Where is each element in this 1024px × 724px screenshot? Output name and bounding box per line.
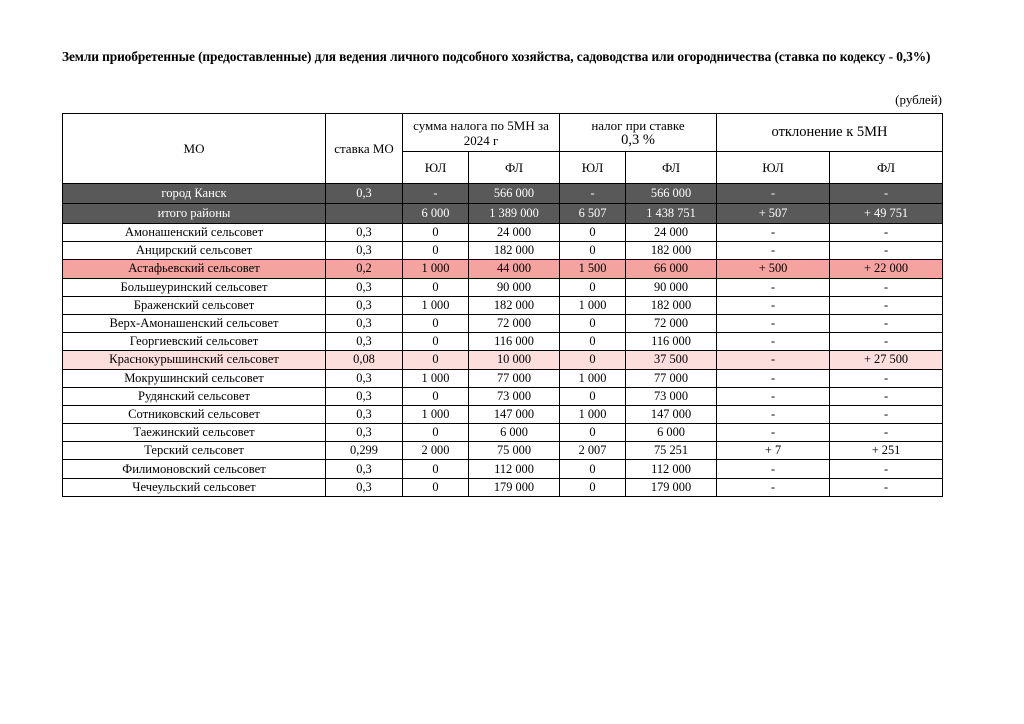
units-label: (рублей)	[895, 92, 942, 107]
cell-tax-ul: 0	[560, 224, 626, 242]
cell-dev-ul: -	[717, 184, 830, 204]
cell-sum-fl: 566 000	[469, 184, 560, 204]
column-header-tax-at-rate-value: 0,3 %	[621, 131, 655, 148]
cell-tax-fl: 72 000	[626, 314, 717, 332]
cell-sum-fl: 73 000	[469, 387, 560, 405]
cell-sum-fl: 147 000	[469, 405, 560, 423]
cell-tax-ul: 0	[560, 333, 626, 351]
cell-tax-fl: 116 000	[626, 333, 717, 351]
column-header-deviation: отклонение к 5МН	[717, 114, 943, 152]
cell-dev-ul: -	[717, 460, 830, 478]
cell-dev-ul: -	[717, 478, 830, 496]
column-header-tax-at-rate	[560, 114, 717, 152]
cell-rate: 0,3	[326, 478, 403, 496]
cell-dev-fl: -	[830, 460, 943, 478]
cell-tax-ul: 0	[560, 314, 626, 332]
cell-mo-name: Амонашенский сельсовет	[63, 224, 326, 242]
cell-mo-name: Филимоновский сельсовет	[63, 460, 326, 478]
cell-dev-ul: + 500	[717, 260, 830, 278]
cell-tax-ul: 1 500	[560, 260, 626, 278]
cell-dev-fl: -	[830, 224, 943, 242]
cell-tax-ul: 1 000	[560, 369, 626, 387]
cell-tax-fl: 179 000	[626, 478, 717, 496]
cell-dev-ul: + 507	[717, 204, 830, 224]
cell-sum-ul: 1 000	[403, 369, 469, 387]
table-row	[63, 314, 943, 332]
table-row	[63, 460, 943, 478]
cell-tax-fl: 37 500	[626, 351, 717, 369]
cell-tax-ul: 0	[560, 424, 626, 442]
cell-sum-fl: 179 000	[469, 478, 560, 496]
cell-dev-ul: + 7	[717, 442, 830, 460]
cell-tax-ul: 0	[560, 278, 626, 296]
cell-dev-ul: -	[717, 333, 830, 351]
cell-sum-ul: 6 000	[403, 204, 469, 224]
table-row	[63, 204, 943, 224]
cell-sum-ul: 0	[403, 333, 469, 351]
column-header-dev-fl: ФЛ	[830, 152, 943, 184]
cell-mo-name: Мокрушинский сельсовет	[63, 369, 326, 387]
cell-rate: 0,3	[326, 369, 403, 387]
cell-rate: 0,3	[326, 242, 403, 260]
cell-dev-ul: -	[717, 351, 830, 369]
table-row	[63, 405, 943, 423]
cell-mo-name: Анцирский сельсовет	[63, 242, 326, 260]
table-row	[63, 296, 943, 314]
cell-dev-ul: -	[717, 278, 830, 296]
cell-tax-ul: 0	[560, 387, 626, 405]
cell-dev-fl: + 49 751	[830, 204, 943, 224]
cell-tax-fl: 1 438 751	[626, 204, 717, 224]
cell-sum-ul: 0	[403, 387, 469, 405]
cell-tax-ul: 6 507	[560, 204, 626, 224]
cell-mo-name: Браженский сельсовет	[63, 296, 326, 314]
cell-sum-ul: 1 000	[403, 405, 469, 423]
cell-tax-ul: -	[560, 184, 626, 204]
cell-rate: 0,2	[326, 260, 403, 278]
cell-mo-name: итого районы	[63, 204, 326, 224]
table-row	[63, 278, 943, 296]
cell-sum-fl: 77 000	[469, 369, 560, 387]
cell-tax-fl: 90 000	[626, 278, 717, 296]
cell-rate	[326, 204, 403, 224]
cell-mo-name: Краснокурышинский сельсовет	[63, 351, 326, 369]
cell-sum-ul: 0	[403, 224, 469, 242]
cell-sum-fl: 90 000	[469, 278, 560, 296]
cell-sum-ul: 0	[403, 478, 469, 496]
cell-rate: 0,3	[326, 424, 403, 442]
cell-sum-fl: 24 000	[469, 224, 560, 242]
table-row	[63, 242, 943, 260]
column-header-sum-5mn: сумма налога по 5МН за 2024 г	[403, 114, 560, 152]
column-header-sum-ul: ЮЛ	[403, 152, 469, 184]
cell-dev-fl: -	[830, 296, 943, 314]
table-body	[63, 184, 943, 497]
cell-dev-ul: -	[717, 424, 830, 442]
cell-dev-ul: -	[717, 369, 830, 387]
cell-tax-fl: 66 000	[626, 260, 717, 278]
cell-dev-fl: -	[830, 424, 943, 442]
cell-tax-fl: 77 000	[626, 369, 717, 387]
cell-sum-ul: 0	[403, 460, 469, 478]
cell-rate: 0,3	[326, 387, 403, 405]
cell-tax-ul: 1 000	[560, 405, 626, 423]
cell-tax-fl: 112 000	[626, 460, 717, 478]
cell-sum-ul: 2 000	[403, 442, 469, 460]
cell-dev-ul: -	[717, 405, 830, 423]
cell-mo-name: Рудянский сельсовет	[63, 387, 326, 405]
cell-tax-fl: 147 000	[626, 405, 717, 423]
cell-rate: 0,3	[326, 405, 403, 423]
cell-mo-name: город Канск	[63, 184, 326, 204]
cell-tax-ul: 0	[560, 242, 626, 260]
cell-dev-ul: -	[717, 224, 830, 242]
cell-tax-fl: 73 000	[626, 387, 717, 405]
cell-dev-fl: -	[830, 278, 943, 296]
cell-sum-ul: 0	[403, 351, 469, 369]
cell-rate: 0,3	[326, 184, 403, 204]
column-header-rate: ставка МО	[326, 114, 403, 184]
cell-tax-fl: 6 000	[626, 424, 717, 442]
column-header-sum-fl: ФЛ	[469, 152, 560, 184]
column-header-tax-ul: ЮЛ	[560, 152, 626, 184]
cell-tax-fl: 566 000	[626, 184, 717, 204]
cell-dev-fl: -	[830, 314, 943, 332]
column-header-mo: МО	[63, 114, 326, 184]
page-title: Земли приобретенные (предоставленные) для ведения личного подсобного хозяйства, садоводства или огородничества (ставка по кодексу - 0,3%)	[62, 49, 931, 64]
cell-sum-ul: 0	[403, 314, 469, 332]
cell-mo-name: Верх-Амонашенский сельсовет	[63, 314, 326, 332]
table-row	[63, 387, 943, 405]
table-row	[63, 369, 943, 387]
cell-dev-ul: -	[717, 314, 830, 332]
cell-sum-ul: 1 000	[403, 296, 469, 314]
cell-rate: 0,3	[326, 314, 403, 332]
cell-sum-ul: 0	[403, 424, 469, 442]
cell-sum-fl: 116 000	[469, 333, 560, 351]
cell-dev-fl: -	[830, 405, 943, 423]
table-row	[63, 478, 943, 496]
cell-dev-fl: -	[830, 184, 943, 204]
cell-sum-fl: 182 000	[469, 296, 560, 314]
cell-mo-name: Большеуринский сельсовет	[63, 278, 326, 296]
table-row	[63, 224, 943, 242]
cell-dev-fl: -	[830, 242, 943, 260]
table-row	[63, 442, 943, 460]
cell-dev-ul: -	[717, 296, 830, 314]
cell-dev-fl: + 251	[830, 442, 943, 460]
cell-sum-fl: 10 000	[469, 351, 560, 369]
cell-sum-fl: 1 389 000	[469, 204, 560, 224]
cell-dev-fl: + 22 000	[830, 260, 943, 278]
cell-mo-name: Таежинский сельсовет	[63, 424, 326, 442]
column-header-tax-fl: ФЛ	[626, 152, 717, 184]
cell-rate: 0,3	[326, 296, 403, 314]
cell-tax-ul: 1 000	[560, 296, 626, 314]
cell-tax-ul: 0	[560, 460, 626, 478]
cell-sum-fl: 112 000	[469, 460, 560, 478]
table-row	[63, 424, 943, 442]
cell-dev-fl: -	[830, 387, 943, 405]
cell-mo-name: Чечеульский сельсовет	[63, 478, 326, 496]
cell-sum-fl: 44 000	[469, 260, 560, 278]
cell-sum-ul: 0	[403, 242, 469, 260]
cell-dev-fl: -	[830, 369, 943, 387]
cell-tax-ul: 2 007	[560, 442, 626, 460]
table-row	[63, 184, 943, 204]
cell-tax-ul: 0	[560, 478, 626, 496]
cell-sum-ul: -	[403, 184, 469, 204]
cell-tax-fl: 182 000	[626, 242, 717, 260]
cell-rate: 0,08	[326, 351, 403, 369]
cell-dev-fl: + 27 500	[830, 351, 943, 369]
cell-dev-ul: -	[717, 387, 830, 405]
cell-rate: 0,3	[326, 278, 403, 296]
cell-mo-name: Георгиевский сельсовет	[63, 333, 326, 351]
cell-mo-name: Сотниковский сельсовет	[63, 405, 326, 423]
cell-dev-ul: -	[717, 242, 830, 260]
cell-tax-fl: 24 000	[626, 224, 717, 242]
cell-sum-ul: 1 000	[403, 260, 469, 278]
cell-rate: 0,299	[326, 442, 403, 460]
cell-sum-ul: 0	[403, 278, 469, 296]
cell-mo-name: Астафьевский сельсовет	[63, 260, 326, 278]
tax-table	[62, 113, 943, 497]
cell-rate: 0,3	[326, 224, 403, 242]
cell-tax-fl: 75 251	[626, 442, 717, 460]
cell-rate: 0,3	[326, 333, 403, 351]
cell-dev-fl: -	[830, 478, 943, 496]
table-row	[63, 351, 943, 369]
table-row	[63, 333, 943, 351]
cell-sum-fl: 72 000	[469, 314, 560, 332]
column-header-tax-at-rate-line1: налог при ставке	[591, 117, 685, 133]
cell-sum-fl: 6 000	[469, 424, 560, 442]
cell-dev-fl: -	[830, 333, 943, 351]
table-head	[63, 114, 943, 184]
cell-mo-name: Терский сельсовет	[63, 442, 326, 460]
cell-sum-fl: 182 000	[469, 242, 560, 260]
cell-sum-fl: 75 000	[469, 442, 560, 460]
cell-tax-fl: 182 000	[626, 296, 717, 314]
table-row	[63, 260, 943, 278]
column-header-dev-ul: ЮЛ	[717, 152, 830, 184]
cell-tax-ul: 0	[560, 351, 626, 369]
cell-rate: 0,3	[326, 460, 403, 478]
